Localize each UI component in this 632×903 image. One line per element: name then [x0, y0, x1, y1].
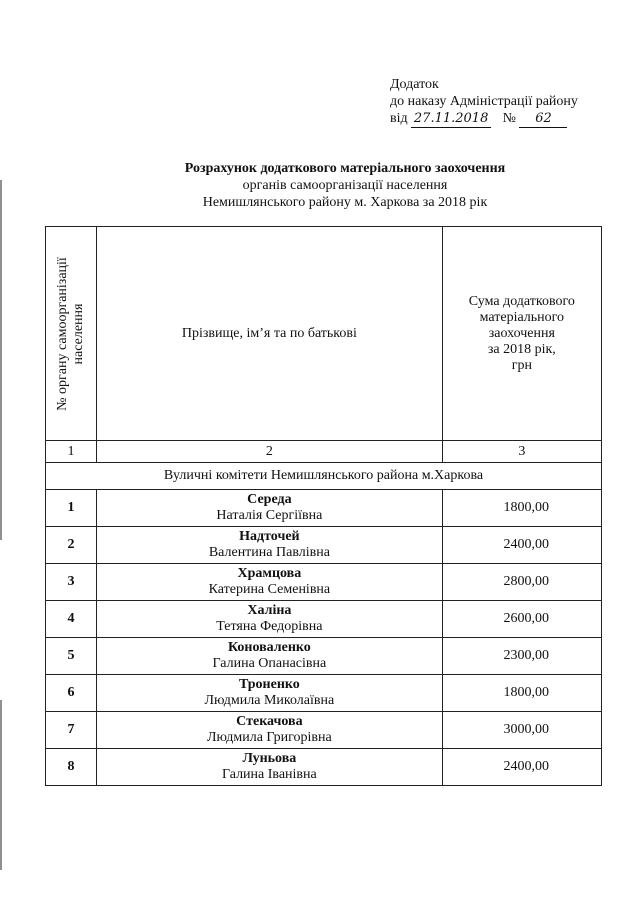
person-surname: Храмцова — [237, 566, 302, 581]
header-org-number-text: № органу самоорганізації населення — [55, 256, 87, 411]
person-cell — [97, 490, 443, 527]
addendum-order-ref: до наказу Адміністрації району — [390, 94, 578, 109]
person-given-names: Людмила Григорівна — [207, 730, 332, 745]
table-row — [46, 712, 602, 749]
header-full-name: Прізвище, ім’я та по батькові — [97, 227, 443, 441]
row-number: 4 — [46, 601, 97, 638]
person-surname: Середа — [247, 492, 292, 507]
table-row — [46, 490, 602, 527]
amount-cell: 2300,00 — [442, 638, 601, 675]
person-cell — [97, 527, 443, 564]
person-given-names: Валентина Павлівна — [208, 545, 330, 560]
addendum-title: Додаток — [390, 77, 439, 92]
table-row — [46, 749, 602, 786]
table-row — [46, 638, 602, 675]
amount-cell: 1800,00 — [442, 490, 601, 527]
column-number: 3 — [442, 441, 601, 463]
person-surname: Луньова — [242, 751, 297, 766]
header-amount-line: за 2018 рік, — [487, 341, 556, 357]
table-row — [46, 564, 602, 601]
column-number-row — [46, 441, 602, 463]
person-cell — [97, 638, 443, 675]
amount-cell: 1800,00 — [442, 675, 601, 712]
date-prefix: від — [390, 111, 408, 126]
person-surname: Коноваленко — [227, 640, 311, 655]
row-number: 8 — [46, 749, 97, 786]
person-surname: Надточей — [239, 529, 300, 544]
document-title — [0, 160, 632, 211]
table-row — [46, 675, 602, 712]
scan-edge-mark — [0, 180, 2, 540]
table-header-row — [46, 227, 602, 441]
handwritten-order-number: 62 — [519, 110, 567, 128]
title-main: Розрахунок додаткового матеріального заохочення — [184, 161, 506, 176]
person-given-names: Катерина Семенівна — [208, 582, 331, 597]
addendum-date-line — [390, 110, 578, 128]
person-surname: Халіна — [247, 603, 292, 618]
person-given-names: Людмила Миколаївна — [204, 693, 335, 708]
header-amount-line: заохочення — [488, 325, 555, 341]
amount-cell: 2800,00 — [442, 564, 601, 601]
row-number: 2 — [46, 527, 97, 564]
table-row — [46, 601, 602, 638]
row-number: 1 — [46, 490, 97, 527]
section-row — [46, 463, 602, 490]
table-body — [46, 490, 602, 786]
row-number: 5 — [46, 638, 97, 675]
column-number: 1 — [46, 441, 97, 463]
title-subline-2: Немишлянського району м. Харкова за 2018 рік — [202, 195, 488, 210]
amount-cell: 2400,00 — [442, 749, 601, 786]
person-given-names: Галина Опанасівна — [212, 656, 327, 671]
person-cell — [97, 749, 443, 786]
payments-table — [45, 226, 602, 786]
handwritten-date: 27.11.2018 — [411, 110, 491, 128]
header-amount-line: грн — [511, 357, 532, 373]
person-given-names: Наталія Сергіївна — [216, 508, 323, 523]
row-number: 6 — [46, 675, 97, 712]
person-surname: Стекачова — [236, 714, 303, 729]
amount-cell: 3000,00 — [442, 712, 601, 749]
person-surname: Троненко — [238, 677, 300, 692]
person-cell — [97, 564, 443, 601]
row-number: 3 — [46, 564, 97, 601]
addendum-block — [390, 76, 578, 128]
amount-cell: 2400,00 — [442, 527, 601, 564]
header-amount-line: матеріального — [479, 309, 565, 325]
person-cell — [97, 675, 443, 712]
section-title: Вуличні комітети Немишлянського района м.Харкова — [46, 463, 602, 490]
header-amount — [442, 227, 601, 441]
header-amount-line: Сума додаткового — [468, 293, 575, 309]
person-cell — [97, 712, 443, 749]
number-prefix: № — [502, 111, 516, 126]
table-row — [46, 527, 602, 564]
amount-cell: 2600,00 — [442, 601, 601, 638]
person-given-names: Галина Іванівна — [221, 767, 317, 782]
header-org-number — [46, 227, 97, 441]
person-cell — [97, 601, 443, 638]
row-number: 7 — [46, 712, 97, 749]
person-given-names: Тетяна Федорівна — [216, 619, 323, 634]
column-number: 2 — [97, 441, 443, 463]
title-subline-1: органів самоорганізації населення — [242, 178, 448, 193]
scan-edge-mark — [0, 700, 2, 870]
